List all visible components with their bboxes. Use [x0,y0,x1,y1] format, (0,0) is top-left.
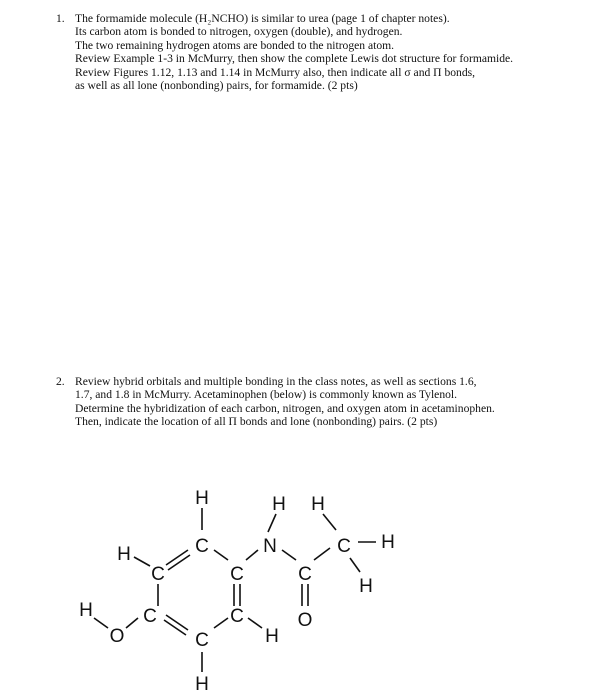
atom-h-on-n: H [272,494,286,515]
question-1-number: 1. [56,12,65,25]
atom-c-upper-right: C [230,564,244,585]
atom-h-methyl-bottom: H [359,576,373,597]
atom-n-amide: N [263,536,277,557]
atom-c-carbonyl: C [298,564,312,585]
bond-c-h-methyl-bottom [350,558,360,572]
question-2-line: 1.7, and 1.8 in McMurry. Acetaminophen (below) is commonly known as Tylenol. [75,388,458,402]
bond-o-c-lower-left [126,618,138,628]
bond-n-c-carbonyl [282,550,296,560]
bond-c-n [246,550,258,560]
double-bond-c-c-lower-a [164,620,186,635]
atom-h-methyl-top: H [311,494,325,515]
question-2-text [75,375,495,429]
bond-h-c-upper-left [134,557,150,566]
question-1-line: Review Example 1-3 in McMurry, then show the complete Lewis dot structure for formamide. [75,52,514,66]
question-1-line: as well as all lone (nonbonding) pairs, for formamide. (2 pts) [75,79,358,93]
atom-o-hydroxyl: O [109,626,125,647]
atom-c-top-ring: C [195,536,209,557]
question-1 [56,12,596,112]
atom-c-bottom-ring: C [195,630,209,651]
question-1-line: The formamide molecule (H₂NCHO) is similar to urea (page 1 of chapter notes). [75,12,450,25]
atom-h-lower-right: H [265,626,279,647]
bonds [94,508,376,672]
atom-h-top-ring: H [195,488,209,509]
bond-c-h-lower-right [248,618,262,628]
atom-c-lower-right: C [230,606,244,627]
bond-n-h [268,514,276,532]
question-1-line: The two remaining hydrogen atoms are bonded to the nitrogen atom. [75,38,395,52]
question-1-text [75,12,513,92]
atom-h-hydroxyl: H [79,600,93,621]
atom-h-bottom-ring: H [195,674,209,695]
atom-c-methyl: C [337,536,351,557]
bond-h-o-hydroxyl [94,618,108,628]
double-bond-c-c-upper-b [168,555,190,570]
question-1-line: Its carbon atom is bonded to nitrogen, oxygen (double), and hydrogen. [75,25,403,39]
question-1-line: Review Figures 1.12, 1.13 and 1.14 in McMurry also, then indicate all σ and Π bonds, [75,65,476,79]
atom-o-carbonyl: O [297,610,313,631]
bond-c-c-methyl [314,548,330,560]
atoms [79,488,395,695]
atom-c-lower-left: C [143,606,157,627]
bond-c-c-lower-right [214,618,228,628]
question-2-line: Determine the hybridization of each carbon, nitrogen, and oxygen atom in acetaminophen. [75,401,495,415]
question-2-line: Review hybrid orbitals and multiple bonding in the class notes, as well as sections 1.6, [75,375,477,388]
double-bond-c-c-lower-b [166,615,188,630]
atom-c-upper-left: C [151,564,165,585]
acetaminophen-structure [60,480,420,695]
question-2-line: Then, indicate the location of all Π bonds and lone (nonbonding) pairs. (2 pts) [75,415,438,429]
question-2-number: 2. [56,375,65,388]
double-bond-c-c-upper-a [166,550,188,565]
question-2 [56,375,596,435]
bond-c-c-top-right [214,550,228,560]
atom-h-upper-left: H [117,544,131,565]
bond-c-h-methyl-top [323,514,336,530]
atom-h-methyl-right: H [381,532,395,553]
